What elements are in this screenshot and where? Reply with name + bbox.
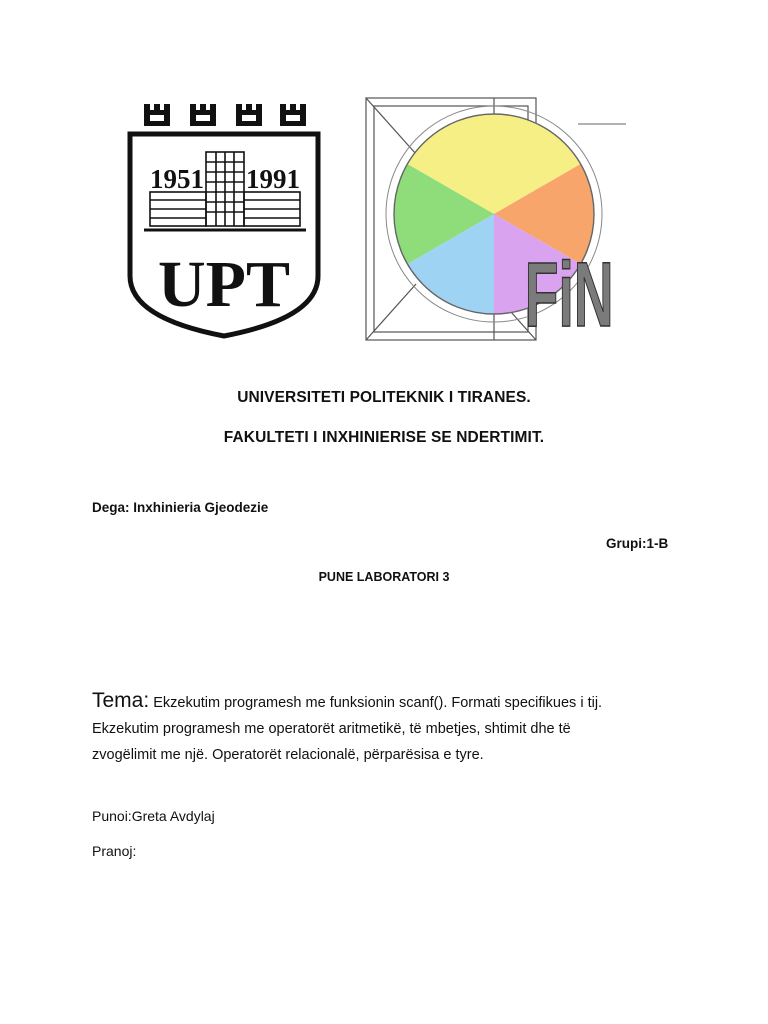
upt-logo [122, 96, 326, 340]
topic-line-3: zvogëlimit me një. Operatorët relacionalë, përparësisa e tyre. [92, 747, 484, 763]
fin-logo [364, 94, 630, 342]
department-line: Dega: Inxhinieria Gjeodezie [92, 500, 269, 515]
university-title: UNIVERSITETI POLITEKNIK I TIRANES. [237, 389, 531, 406]
topic-paragraph [92, 688, 692, 768]
upt-year-right: 1991 [246, 164, 300, 194]
worked-by-line: Punoi:Greta Avdylaj [92, 808, 215, 824]
lab-title: PUNE LABORATORI 3 [318, 570, 450, 584]
upt-logo-text: UPT [158, 248, 290, 321]
faculty-title: FAKULTETI I INXHINIERISE SE NDERTIMIT. [223, 429, 545, 446]
topic-line-2: Ekzekutim programesh me operatorët aritmetikë, të mbetjes, shtimit dhe të [92, 721, 571, 737]
topic-label: Tema: [92, 689, 150, 712]
upt-year-left: 1951 [150, 164, 204, 194]
castle-crenellations [144, 104, 306, 126]
fin-logo-text: FiN [524, 243, 614, 342]
accepted-by-line: Pranoj: [92, 843, 137, 859]
topic-line-1: Ekzekutim programesh me funksionin scanf(). Formati specifikues i tij. [149, 695, 603, 711]
group-line: Grupi:1-B [606, 536, 669, 551]
